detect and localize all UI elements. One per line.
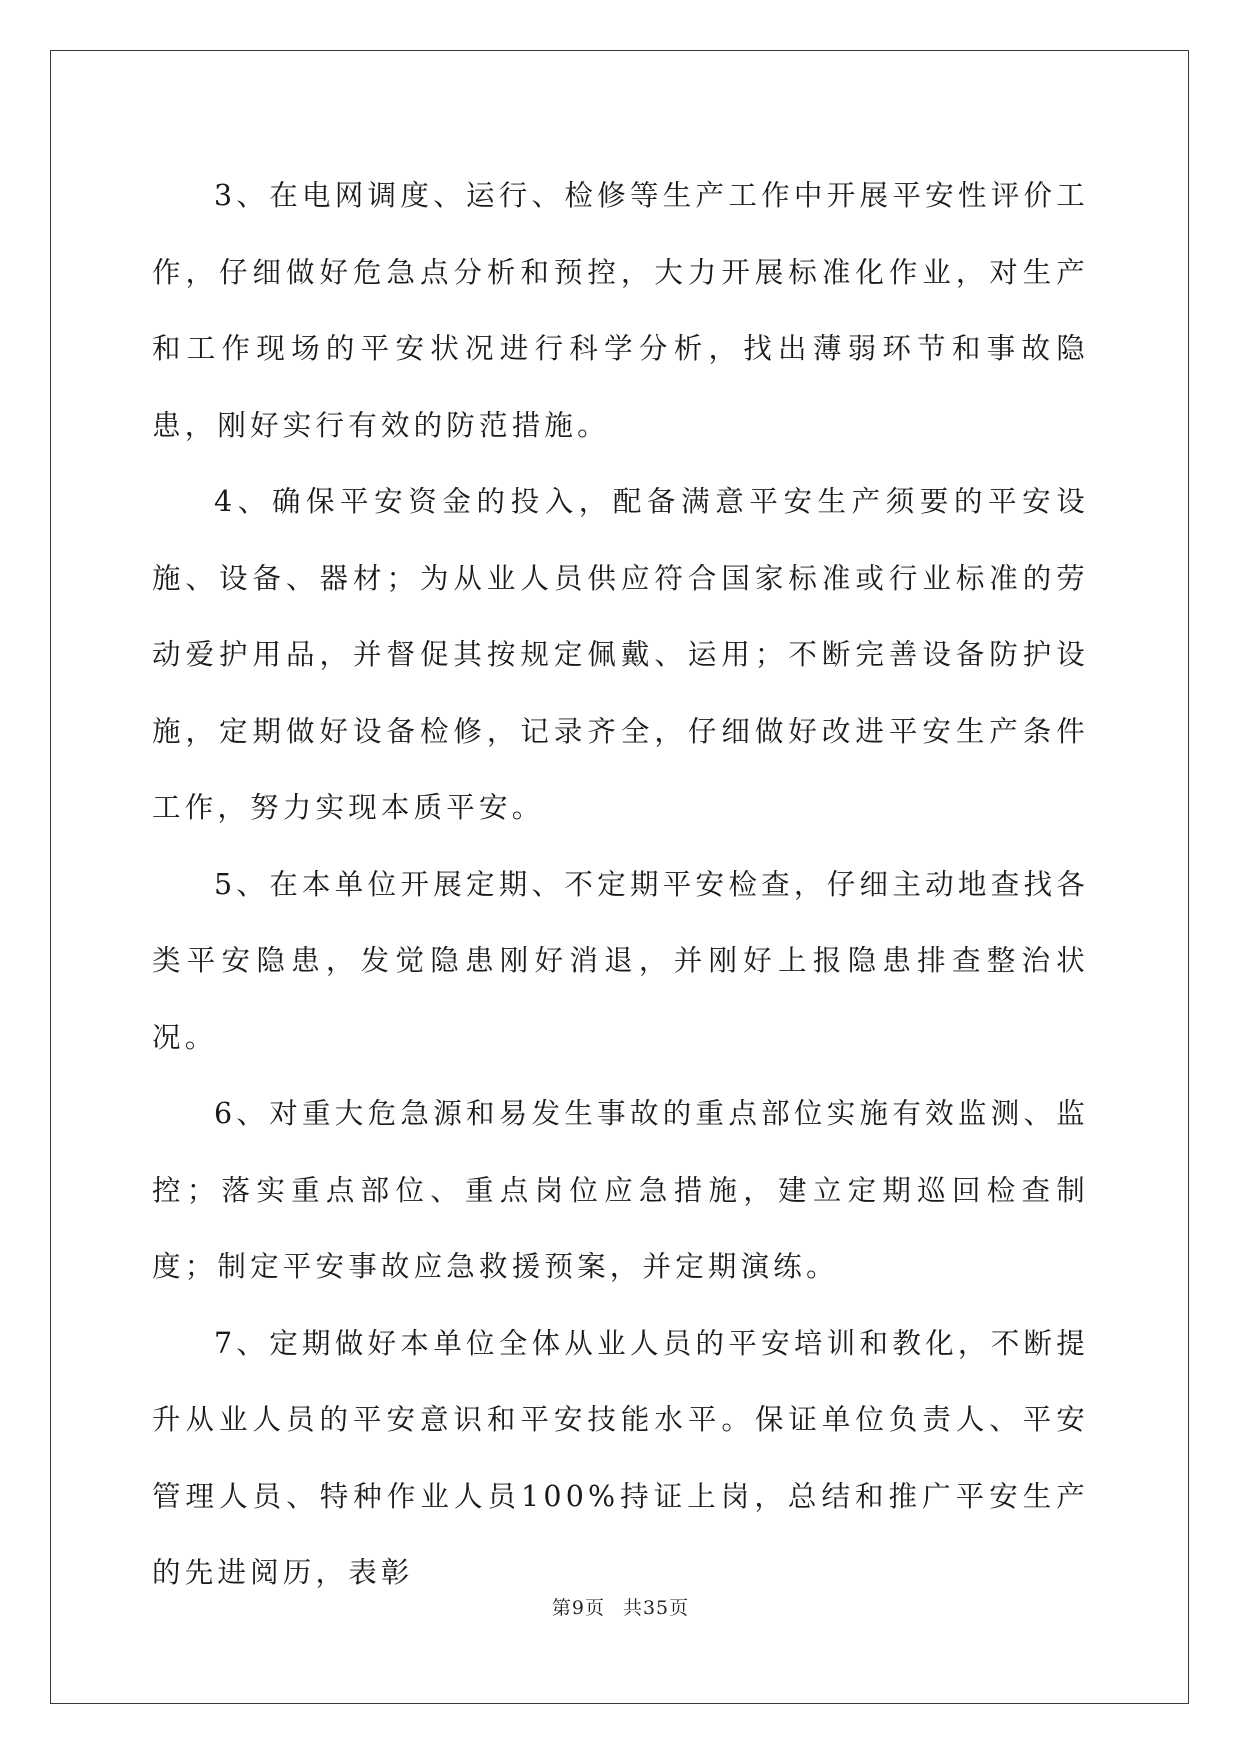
document-body	[152, 158, 1089, 1612]
paragraph-item-4: 4、确保平安资金的投入，配备满意平安生产须要的平安设施、设备、器材；为从业人员供应符合国家标准或行业标准的劳动爱护用品，并督促其按规定佩戴、运用；不断完善设备防护设施，定期做好设备检修，记录齐全，仔细做好改进平安生产条件工作，努力实现本质平安。	[152, 485, 1089, 824]
page-number: 第9页	[551, 1597, 605, 1619]
page-total: 共35页	[622, 1597, 690, 1619]
paragraph-item-7: 7、定期做好本单位全体从业人员的平安培训和教化，不断提升从业人员的平安意识和平安技能水平。保证单位负责人、平安管理人员、特种作业人员100%持证上岗，总结和推广平安生产的先进阅历，表彰	[152, 1326, 1089, 1589]
paragraph-item-5: 5、在本单位开展定期、不定期平安检查，仔细主动地查找各类平安隐患，发觉隐患刚好消退，并刚好上报隐患排查整治状况。	[152, 867, 1089, 1054]
page-footer	[0, 1593, 1241, 1620]
paragraph-item-3: 3、在电网调度、运行、检修等生产工作中开展平安性评价工作，仔细做好危急点分析和预控，大力开展标准化作业，对生产和工作现场的平安状况进行科学分析，找出薄弱环节和事故隐患，刚好实行有效的防范措施。	[152, 179, 1089, 442]
paragraph-item-6: 6、对重大危急源和易发生事故的重点部位实施有效监测、监控；落实重点部位、重点岗位应急措施，建立定期巡回检查制度；制定平安事故应急救援预案，并定期演练。	[152, 1097, 1089, 1283]
